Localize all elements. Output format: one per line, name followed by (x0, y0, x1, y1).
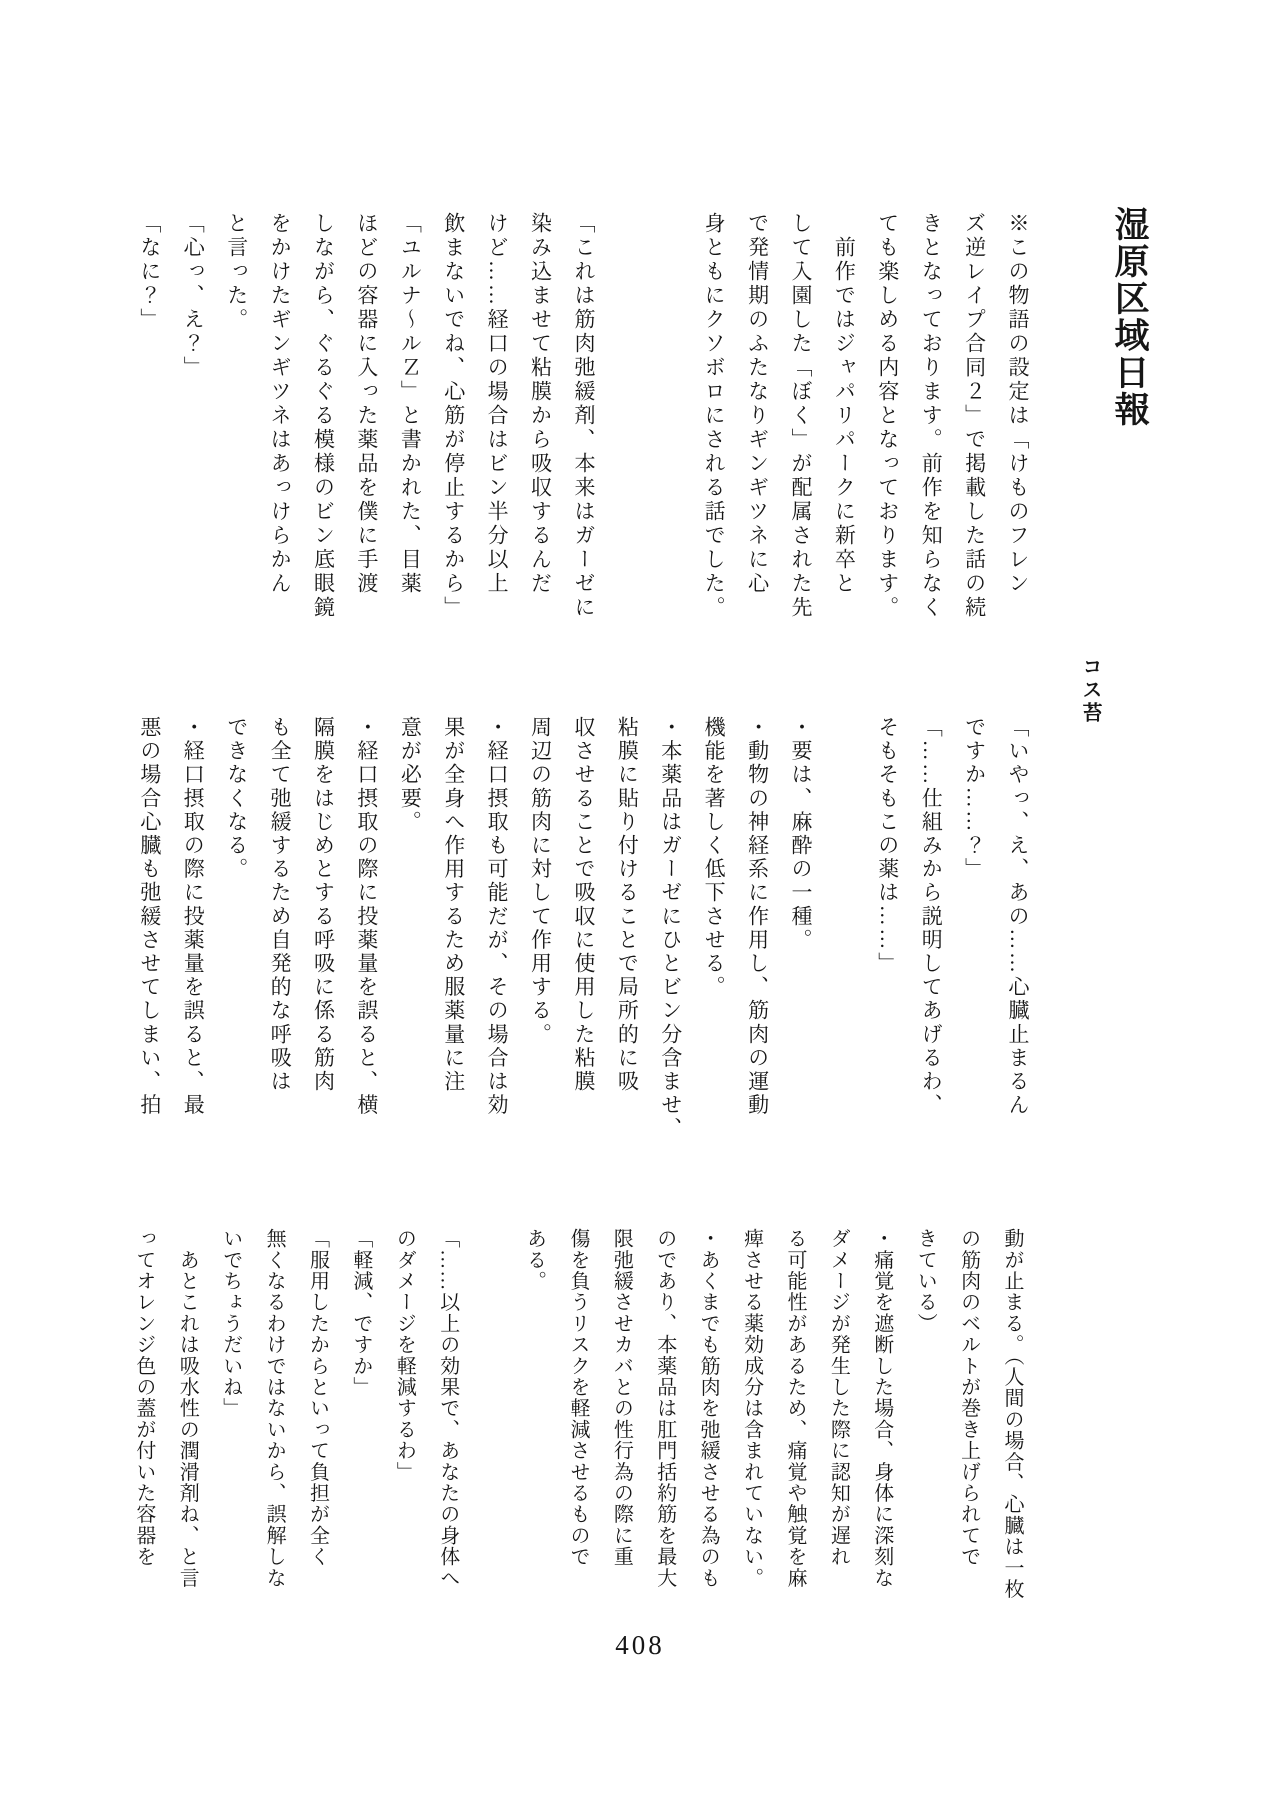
text-column: ですか……？」 (962, 716, 987, 882)
dialogue-and-drug-info-text-block (127, 716, 1039, 1164)
text-column: 果が全身へ作用するため服薬量に注 (441, 716, 466, 1094)
text-column: できなくなる。 (224, 716, 249, 882)
intro-text-block (127, 212, 1039, 648)
text-column: けど……経口の場合はビン半分以上 (485, 212, 510, 596)
text-column: 「軽減、ですか」 (349, 1228, 372, 1398)
text-column: 「ユルナ〜ルＺ」と書かれた、目薬 (398, 212, 423, 596)
text-column: ・要は、麻酔の一種。 (788, 716, 813, 952)
text-column: きている） (914, 1228, 937, 1334)
text-column: ・経口摂取も可能だが、その場合は効 (485, 716, 510, 1118)
text-column: 前作ではジャパリパークに新卒と (832, 212, 857, 596)
text-column: いでちょうだいね」 (219, 1228, 242, 1419)
page-title: 湿原区域日報 (1110, 206, 1149, 428)
text-column: そもそもこの薬は……」 (875, 716, 900, 976)
text-column: 「……以上の効果で、あなたの身体へ (436, 1228, 459, 1589)
page-number: 408 (615, 1630, 665, 1660)
text-column: 無くなるわけではないから、誤解しな (263, 1228, 286, 1589)
effects-text-block (121, 1228, 1033, 1648)
author-name: コス苔 (1079, 656, 1101, 725)
text-column (648, 212, 691, 648)
text-column: 「服用したからといって負担が全く (306, 1228, 329, 1568)
text-column: のダメージを軽減するわ」 (393, 1228, 416, 1483)
text-column: ズ逆レイプ合同２」で掲載した話の続 (962, 212, 987, 620)
text-column: 身ともにクソボロにされる話でした。 (702, 212, 727, 620)
text-column: 動が止まる。（人間の場合、心臓は一枚 (1001, 1228, 1023, 1600)
text-column: ・痛覚を遮断した場合、身体に深刻な (870, 1228, 893, 1589)
text-column: 隔膜をはじめとする呼吸に係る筋肉 (311, 716, 336, 1094)
text-column: 「なに？」 (137, 212, 162, 332)
text-column: 染み込ませて粘膜から吸収するんだ (528, 212, 553, 596)
text-column: をかけたギンギツネはあっけらかん (268, 212, 293, 596)
text-column: あとこれは吸水性の潤滑剤ね、と言 (176, 1228, 199, 1589)
text-column: 「これは筋肉弛緩剤、本来はガーゼに (571, 212, 596, 620)
text-column: ダメージが発生した際に認知が遅れ (827, 1228, 850, 1568)
text-column: と言った。 (224, 212, 249, 332)
text-column: の筋肉のベルトが巻き上げられてで (957, 1228, 980, 1568)
text-column: ても楽しめる内容となっております。 (875, 212, 900, 620)
text-column: 機能を著しく低下させる。 (702, 716, 727, 1000)
text-column: きとなっております。前作を知らなく (919, 212, 944, 620)
text-column: る可能性があるため、痛覚や触覚を麻 (783, 1228, 806, 1589)
text-column: 粘膜に貼り付けることで局所的に吸 (615, 716, 640, 1094)
text-column: ・動物の神経系に作用し、筋肉の運動 (745, 716, 770, 1118)
text-column: 傷を負うリスクを軽減させるもので (566, 1228, 589, 1568)
text-column: しながら、ぐるぐる模様のビン底眼鏡 (311, 212, 336, 620)
text-column: 痺させる薬効成分は含まれていない。 (740, 1228, 763, 1589)
text-column: 「心っ、え？」 (181, 212, 206, 380)
text-column: ほどの容器に入った薬品を僕に手渡 (354, 212, 379, 596)
text-column: ・経口摂取の際に投薬量を誤ると、最 (181, 716, 206, 1118)
text-column: ・本薬品はガーゼにひとビン分含ませ、 (658, 716, 683, 1141)
text-column (469, 1228, 512, 1648)
text-column (605, 212, 648, 648)
text-column: 収させることで吸収に使用した粘膜 (571, 716, 596, 1094)
text-column: 「いやっ、え、あの……心臓止まるん (1006, 716, 1030, 1118)
text-column: 悪の場合心臓も弛緩させてしまい、拍 (137, 716, 162, 1118)
text-column: 限弛緩させカバとの性行為の際に重 (610, 1228, 633, 1568)
text-column: ってオレンジ色の蓋が付いた容器を (132, 1228, 155, 1568)
text-column: 周辺の筋肉に対して作用する。 (528, 716, 553, 1047)
text-column: 飲まないでね、心筋が停止するから」 (441, 212, 466, 620)
text-column (822, 716, 865, 1164)
text-column: で発情期のふたなりギンギツネに心 (745, 212, 770, 596)
text-column: のであり、本薬品は肛門括約筋を最大 (653, 1228, 676, 1589)
text-column: ・経口摂取の際に投薬量を誤ると、横 (354, 716, 379, 1118)
text-column: して入園した「ぼく」が配属された先 (788, 212, 813, 620)
text-column: ある。 (523, 1228, 546, 1292)
text-column: 「……仕組みから説明してあげるわ、 (919, 716, 944, 1118)
text-column: ※この物語の設定は「けものフレン (1006, 212, 1030, 596)
text-column: 意が必要。 (398, 716, 423, 834)
text-column: も全て弛緩するため自発的な呼吸は (268, 716, 293, 1094)
text-column: ・あくまでも筋肉を弛緩させる為のも (697, 1228, 720, 1589)
